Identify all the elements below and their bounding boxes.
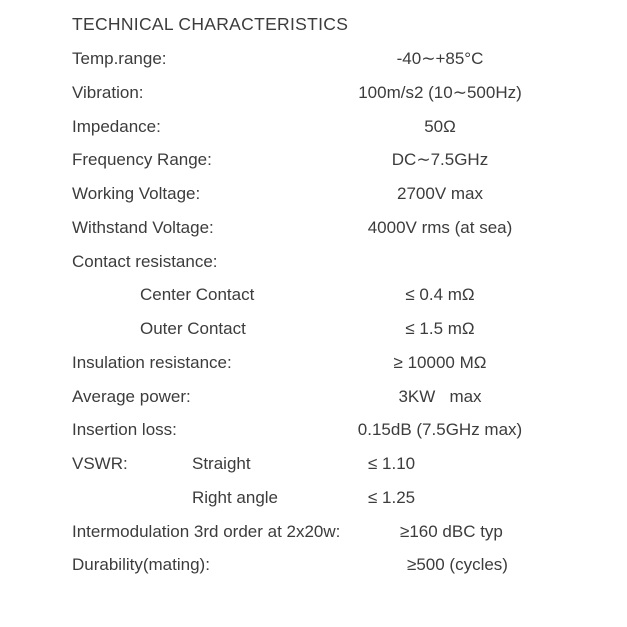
spec-row-withstand-voltage (0, 211, 627, 245)
spec-label: Durability(mating): (72, 555, 210, 575)
spec-value: 2700V max (397, 184, 483, 203)
spec-label-prefix: VSWR: (72, 454, 128, 473)
spec-row-impedance (0, 110, 627, 144)
spec-value: ≥ 10000 MΩ (393, 352, 487, 372)
spec-value: 100m/s2 (10∼500Hz) (358, 82, 522, 102)
spec-row-outer-contact (0, 312, 627, 346)
spec-value: ≤ 1.5 mΩ (405, 319, 475, 338)
spec-value: 50Ω (424, 116, 456, 136)
spec-row-center-contact (0, 278, 627, 312)
spec-value: 3KW max (398, 386, 482, 406)
spec-row-contact-resistance (0, 245, 627, 279)
spec-label: Withstand Voltage: (72, 217, 214, 237)
spec-label: Intermodulation 3rd order at 2x20w: (72, 521, 341, 541)
spec-value: ≥500 (cycles) (407, 555, 508, 575)
spec-row-intermodulation (0, 515, 627, 549)
spec-value: -40∼+85°C (396, 49, 484, 68)
spec-value: ≤ 1.25 (368, 487, 416, 507)
spec-row-insulation-resistance (0, 346, 627, 380)
spec-value: ≤ 1.10 (368, 454, 416, 473)
spec-value: ≥160 dBC typ (400, 521, 503, 541)
spec-value: 0.15dB (7.5GHz max) (357, 420, 523, 440)
spec-row-frequency-range (0, 143, 627, 177)
spec-label: Outer Contact (140, 319, 246, 338)
spec-label: Insertion loss: (72, 420, 177, 440)
spec-label: Straight (192, 454, 251, 473)
spec-value: 4000V rms (at sea) (367, 217, 513, 237)
spec-label: Temp.range: (72, 49, 167, 68)
spec-row-durability (0, 548, 627, 582)
spec-label: Right angle (192, 487, 279, 507)
spec-label: Contact resistance: (72, 251, 218, 271)
spec-label: Vibration: (72, 82, 144, 102)
spec-row-vibration (0, 76, 627, 110)
spec-row-working-voltage (0, 177, 627, 211)
spec-row-insertion-loss (0, 413, 627, 447)
page-title: TECHNICAL CHARACTERISTICS (72, 14, 349, 34)
spec-label: Impedance: (72, 116, 161, 136)
spec-label: Center Contact (140, 285, 255, 305)
spec-row-vswr-straight (0, 447, 627, 481)
spec-table (0, 42, 627, 582)
spec-value: DC∼7.5GHz (391, 150, 489, 170)
spec-label: Working Voltage: (72, 184, 201, 203)
spec-label: Frequency Range: (72, 150, 212, 170)
spec-label: Insulation resistance: (72, 352, 232, 372)
spec-label: Average power: (72, 386, 191, 406)
spec-row-temp-range (0, 42, 627, 76)
spec-value: ≤ 0.4 mΩ (405, 285, 475, 305)
spec-row-average-power (0, 380, 627, 414)
spec-row-vswr-right-angle (0, 481, 627, 515)
